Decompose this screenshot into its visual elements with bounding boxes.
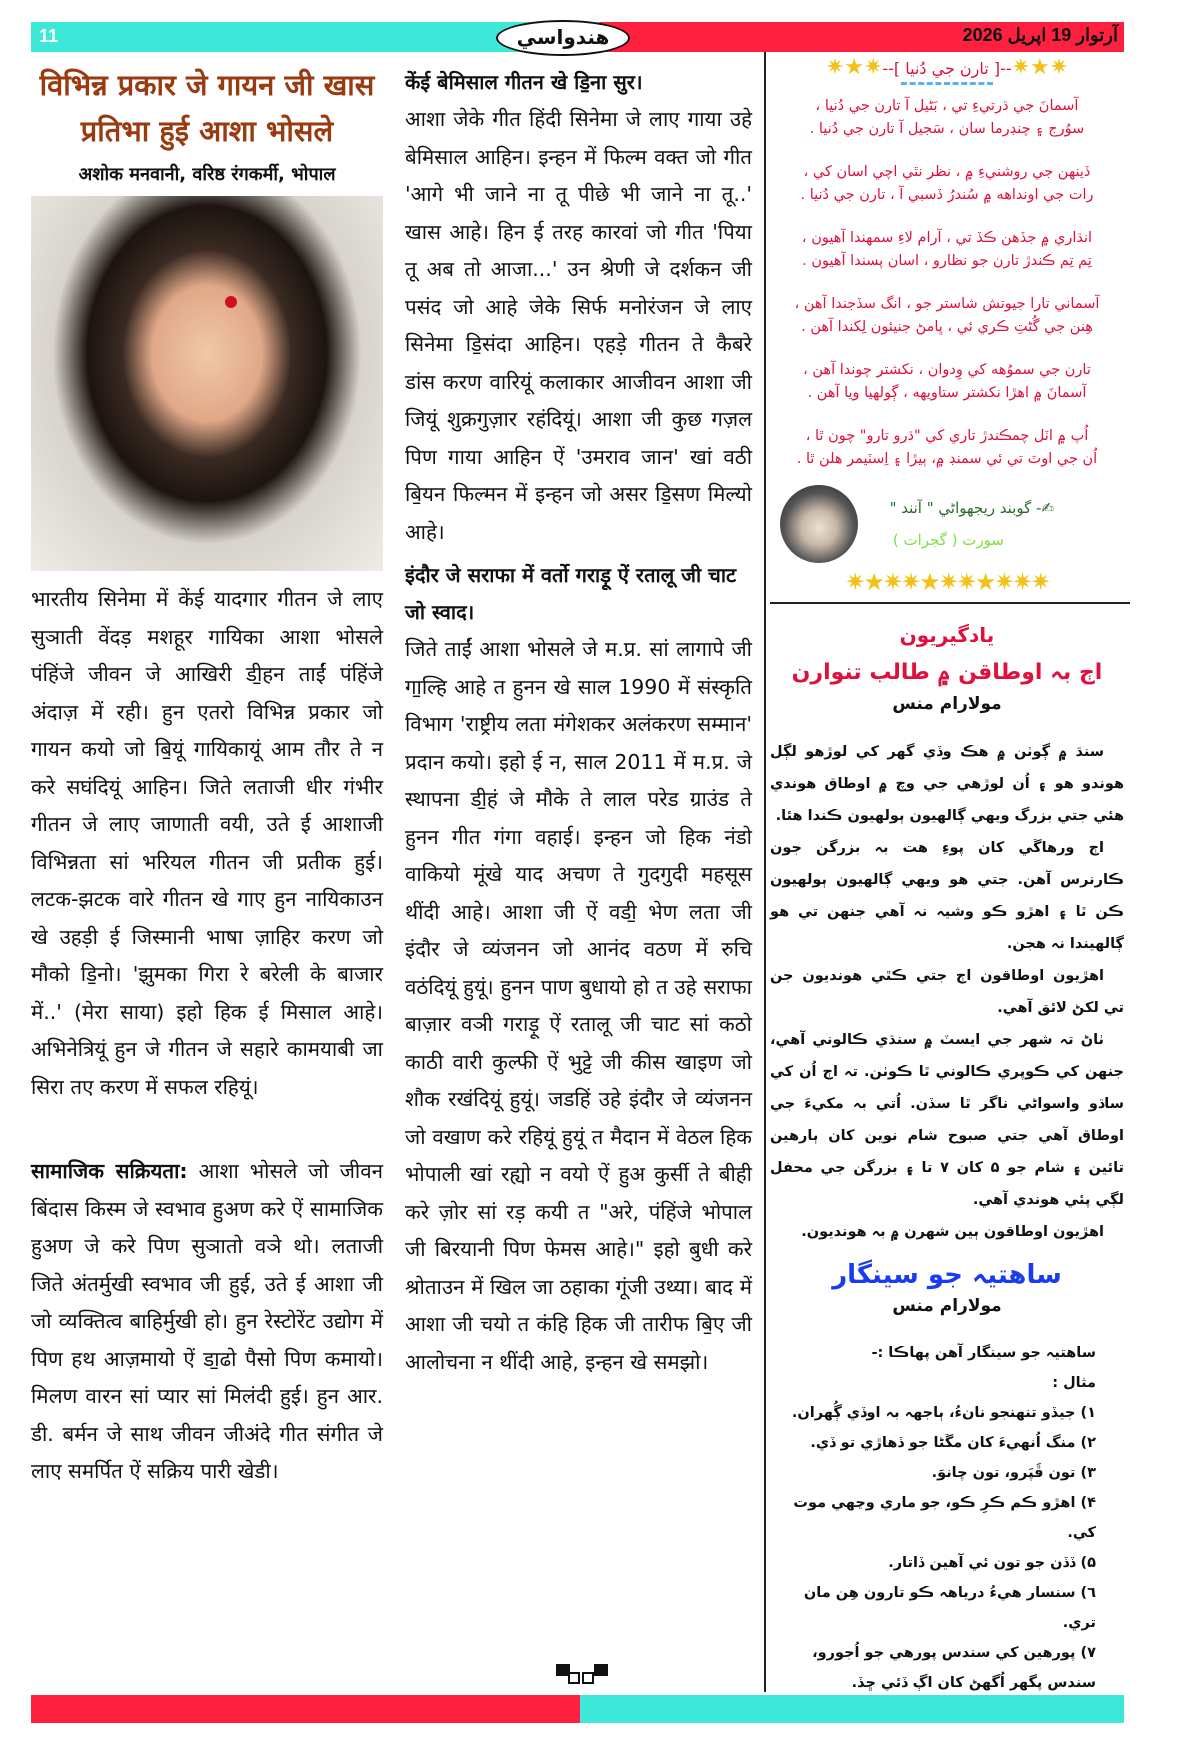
proverb-item: ٣) تون ڦَپَرو، تون چانوَ. xyxy=(931,1465,1096,1481)
memoir-title: اڄ بہ اوطاقن ۾ طالب تنوارن xyxy=(791,660,1103,685)
footer-bar-cyan xyxy=(580,1695,1124,1723)
poem-header xyxy=(770,56,1124,82)
article-headline: विभिन्न प्रकार जे गायन जी खास प्रतिभा हुई आशा भोसले xyxy=(39,68,375,148)
article-paragraph: जिते ताईं आशा भोसले जे म.प्र. सां लागापे जी गा॒ल्हि आहे त हुनन खे साल 1990 में संस्कृति विभाग 'राष्ट्रीय लता मंगेशकर अलंकरण सम्मान' प्रदान कयो। इहो ई न, साल 2011 में म.प्र. जे स्थापना डी॒हं जे मौके ते लाल परेड ग्राउंड ते हुनन गीत गंगा वहाई। इन्हन जो हिक नंडो वाकियो मूंखे याद अचण ते गुदगुदी महसूस थींदी आहे। आशा जी ऐं वडी॒ भेण लता जी इंदौर जे व्यंजनन जो आनंद वठण में रुचि वठंदियूं हुयूं। हुनन पाण बुधायो हो त उहे सराफा बाज़ार वञी गराड़ू ऐं रतालू जी चाट सां कठो काठी वारी कुल्फी ऐं भुट्टे जी कीस खाइण जो शौक रखंदियूं हुयूं। जडहिं उहे इंदौर जे व्यंजनन जो वखाण करे रहियूं हुयूं त मैदान में वेठल हिक भोपाली खां रह्यो न वयो ऐं हुअ कुर्सी ते बीही करे ज़ोर सां रड़ कयी त "अरे, पंहिंजे भोपाल जी बिरयानी पिण फेमस आहे।" इहो बुधी करे श्रोताउन में खिल जा ठहाका गूंजी उथ्या। बाद में आशा जी चयो त कंहि हिक जी तारीफ बि॒ए जी आलोचना न थींदी आहे, इन्हन खे समझो। xyxy=(405,637,752,1374)
proverb-item: ٢) منگ اُنهيءَ کان مڱڻا جو ڏهاڙي تو ڏي. xyxy=(810,1435,1096,1451)
author-place: سورت ( گجرات ) xyxy=(892,531,1004,549)
poem-line: رات جي اونداهه ۾ سُندرُ ڏسبي آ ، تارن جي دُنيا . xyxy=(800,187,1094,203)
proverb-item: ١) جيڏو تنهنجو نانءُ، ٻاجهہ بہ اوڏي ڳُهران. xyxy=(791,1405,1096,1421)
masthead-bar xyxy=(31,22,1124,52)
example-label: مثال : xyxy=(1052,1375,1096,1391)
article-paragraph-social xyxy=(31,1153,383,1491)
poem-line: هِنن جي گُڻتِ ڪري ئي ، ڀامڻ جنيئون لِکندا آهن . xyxy=(801,319,1093,335)
memoir-paragraph: اڄ ورهاڱي کان پوءِ هت بہ بزرگن جون ڪارنرس آهن. جتي هو ويهي ڳالهيون ٻولهيون ڪن ٿا ۽ اهڙو ڪو وشيہ نہ آهي جنهن تي هو ڳالهيندا نہ هجن. xyxy=(770,840,1124,952)
poem-title: --[ تارن جي دُنيا ]-- xyxy=(882,59,1012,78)
article-byline: अशोक मनवानी, वरिष्ठ रंगकर्मी, भोपाल xyxy=(78,164,336,185)
proverb-item: ٦) سنسار هيءُ درياهہ ڪو تارون هِن مان تري. xyxy=(803,1585,1096,1631)
proverb-item: ۵) ڏڏن جو تون ئي آهين ڏاتار. xyxy=(888,1555,1096,1571)
poem-line: تِم تِم ڪندڙ تارن جو نظارو ، اسان پسندا آهيون . xyxy=(802,253,1092,269)
paragraph-text: आशा भोसले जो जीवन बिंदास किस्म जे स्वभाव हुअण करे ऐं सामाजिक हुअण जे करे पिण सुञातो वञे थो। लताजी जिते अंतर्मुखी स्वभाव जी हुई, उते ई आशा जी जो व्यक्तित्व बाहिर्मुखी हो। हुन रेस्टोरेंट उद्योग में पिण हथ आज़मायो ऐं डा॒ढो पैसो पिण कमायो। मिलण वारन सां प्यार सां मिलंदी हुई। हुन आर. डी. बर्मन जे साथ जीवन जीअंदे गीत संगीत जे लाए समर्पित ऐं सक्रिय पारी खेडी। xyxy=(31,1159,383,1483)
article-column-left xyxy=(31,62,383,1491)
poem-line: اُپ ۾ اٽل چمڪندڙ تاري کي "ڌرو تارو" چون ٿا ، xyxy=(805,428,1089,444)
memoir-author: مولارام منس xyxy=(892,694,1002,714)
poem-line: تارن جي سموُهه کي وِدوان ، نکشتر چوندا آهن ، xyxy=(803,362,1091,378)
article-column-middle xyxy=(405,64,752,1381)
proverb-item: ۴) اهڙو ڪم ڪرِ ڪو، جو ماري وڃهي موت کي. xyxy=(793,1495,1096,1541)
poem-line: آسمانَ ۾ اهڙا نکشتر ستاويهه ، ڳولهيا ويا آهن . xyxy=(807,385,1087,401)
page-number: 11 xyxy=(39,26,59,46)
poem-stanza xyxy=(770,359,1124,405)
memoir-paragraph: اهڙيون اوطاقون ٻين شهرن ۾ بہ هونديون. xyxy=(801,1224,1104,1240)
article-paragraph: आशा जेके गीत हिंदी सिनेमा जे लाए गाया उहे बेमिसाल आहिन। इन्हन में फिल्म वक्त जो गीत 'आगे भी जाने ना तू पीछे भी जाने ना तू..' खास आहे। हिन ई तरह कारवां जो गीत 'पिया तू अब तो आजा...' उन श्रेणी जे दर्शकन जी पसंद जो आहे जेके सिर्फ मनोरंजन जे लाए सिनेमा डि॒संदा आहिन। एहड़े गीतन ते कैबरे डांस करण वारियूं कलाकार आजीवन आशा जी जियूं शुक्रगुज़ार रहंदियूं। आशा जी कुछ गज़ल पिण गाया आहिन ऐं 'उमराव जान' खां वठी बि॒यन फिल्मन में इन्हन जो असर डि॒सण मिल्यो आहे। xyxy=(405,107,752,544)
poem-line: آسماني تارا جيوتش شاستر جو ، انگ سڏجندا آهن ، xyxy=(794,296,1100,312)
section-label: सामाजिक सक्रियता: xyxy=(31,1159,188,1183)
portrait-photo xyxy=(31,196,383,571)
article-paragraph: भारतीय सिनेमा में केंई यादगार गीतन जे लाए सुञाती वेंदड़ मशहूर गायिका आशा भोसले पंहिंजे जीवन जे आखिरी डी॒हन ताईं पंहिंजे अंदाज़ में रही। हुन एतरो विभिन्न प्रकार जो गायन कयो जो बि॒यूं गायिकायूं आम तौर ते न करे सघंदियूं आहिन। जिते लताजी धीर गंभीर गीतन जे लाए जाणाती वयी, उते ई आशाजी विभिन्नता सां भरियल गीतन जी प्रतीक हुई। लटक-झटक वारे गीतन खे गाए हुन नायिकाउन खे उहड़ी ई जिस्मानी भाषा ज़ाहिर करण जो मौको डि॒नो। 'झुमका गिरा रे बरेली के बाजार में..' (मेरा साया) इहो हिक ई मिसाल आहे। अभिनेत्रियूं हुन जे गीतन जे सहारे कामयाबी जा सिरा तए करण में सफल रहियूं। xyxy=(31,587,383,1099)
sahitya-title: ساهتيہ جو سينگار xyxy=(832,1260,1062,1290)
stars-icon: ✷★✷ xyxy=(1011,55,1069,80)
poem-author xyxy=(770,491,1124,571)
footer-bar-red xyxy=(31,1695,580,1723)
memoir-paragraph: اهڙيون اوطاقون اڄ جتي ڪٿي هونديون جن تي لکڻ لائق آهي. xyxy=(770,968,1124,1016)
poem-stanza xyxy=(770,425,1124,471)
masthead-logo: هندواسي xyxy=(496,20,630,56)
poem-line: ڏينهن جي روشنيءِ ۾ ، نظر نٿي اچي اسان کي ، xyxy=(803,164,1091,180)
poem-line: اُن جي اوٽ تي ئي سمنڊ ۾، ٻيڙا ۽ اِسٽيمر هلن ٿا . xyxy=(796,451,1098,467)
author-photo xyxy=(780,485,858,563)
poem-box xyxy=(770,56,1124,594)
memoir-kicker: يادگيريون xyxy=(899,623,995,647)
proverb-item: ٧) پورهين کي سندس پورهي جو اُجورو، سندس پگهر اُگهڻ کان اڳ ڏئي ڇڏ. xyxy=(812,1645,1096,1691)
article-subhead: इंदौर जे सराफा में वर्तो गराड़ू ऐं रतालू जी चाट जो स्वाद। xyxy=(405,563,737,624)
section-divider xyxy=(770,602,1130,604)
stars-icon: ✷★✷ xyxy=(825,55,883,80)
poem-line: سوُرج ۽ چنڊرما سان ، سَجيل آ تارن جي دُنيا . xyxy=(809,121,1085,137)
issue-date: آرتوار 19 اپريل 2026 xyxy=(962,25,1118,45)
end-ornament-icon xyxy=(556,1664,608,1686)
memoir-paragraph: سنڌ ۾ ڳوٺن ۾ هڪ وڏي گهر کي لوڙهو لڳل هوندو هو ۽ اُن لوڙهي جي وچ ۾ اوطاق هوندي هئي جتي بزرگ ويهي ڳالهيون ٻولهيون ڪندا هئا. xyxy=(770,744,1124,824)
author-name: ✍- گوبند ريجهواڻي " آنند " xyxy=(889,499,1054,517)
poem-stanza xyxy=(770,227,1124,273)
poem-stanza xyxy=(770,161,1124,207)
poem-line: آسمانَ جي ڌرتيءِ تي ، بَڻيل آ تارن جي دُنيا ، xyxy=(815,98,1079,114)
poem-line: انڌاري ۾ جڏهن ڪڏ تي ، آرام لاءِ سمهندا آهيون ، xyxy=(801,230,1093,246)
column-right xyxy=(770,56,1124,1698)
sahitya-author: مولارام منس xyxy=(892,1296,1002,1316)
title-underline xyxy=(901,82,993,85)
sahitya-intro: ساهتيہ جو سينگار آهن پهاڪا :- xyxy=(871,1345,1096,1361)
stars-icon: ✷★✷✷★✷✷★✷✷✷ xyxy=(845,568,1049,596)
photo-detail xyxy=(225,296,237,308)
poem-stanza xyxy=(770,95,1124,141)
memoir-paragraph: ٺاڻ تہ شهر جي ايسٽ ۾ سنڌي ڪالوني آهي، جنهن کي ڪوپري ڪالوني ٿا ڪوٺن. تہ اڄ اُن کي ساڌو واسواڻي ناگر ٿا سڏن. اُتي بہ مکيءَ جي اوطاق آهي جتي صبوح شام نوين کان ٻارهين تائين ۽ شام جو ۵ کان ۷ تا ۽ بزرگن جي محفل لڳي پئي هوندي آهي. xyxy=(770,1032,1124,1208)
column-divider xyxy=(764,52,766,1692)
poem-stanza xyxy=(770,293,1124,339)
article-subhead: केंई बेमिसाल गीतन खे डि॒ना सुर। xyxy=(405,70,643,94)
